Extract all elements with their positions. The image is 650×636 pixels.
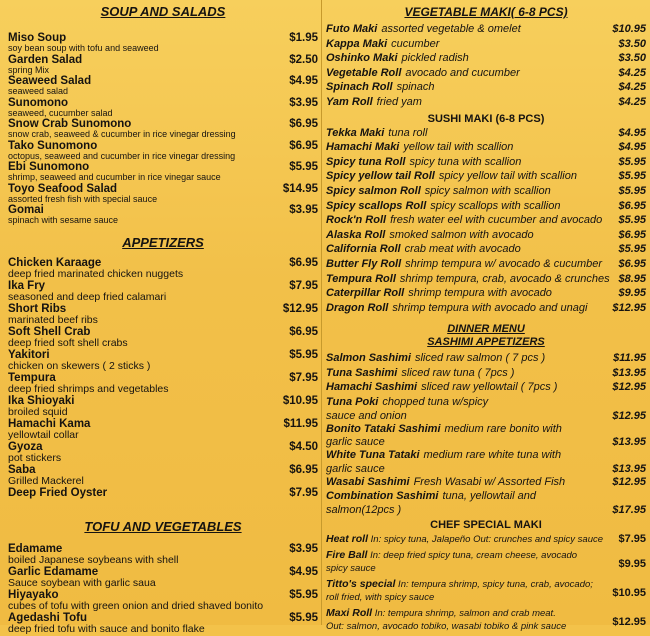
menu-item bbox=[326, 395, 646, 422]
item-name: Sunomono bbox=[8, 96, 69, 109]
item-name: Seaweed Salad bbox=[8, 75, 92, 87]
item-name: Oshinko Maki bbox=[326, 52, 398, 65]
menu-item bbox=[8, 75, 318, 97]
menu-item bbox=[8, 303, 318, 326]
item-price: $13.95 bbox=[612, 436, 646, 449]
item-name: Saba bbox=[8, 463, 36, 476]
menu-item bbox=[8, 32, 318, 54]
item-name: Miso Soup bbox=[8, 32, 67, 44]
tofu-veg-heading: TOFU AND VEGETABLES bbox=[84, 518, 242, 534]
item-name: Tempura Roll bbox=[326, 272, 396, 285]
item-line bbox=[326, 587, 646, 604]
item-price: $4.95 bbox=[618, 141, 646, 154]
item-description: medium rare bonito with bbox=[444, 422, 562, 435]
item-name: Spinach Roll bbox=[326, 81, 393, 94]
menu-item bbox=[326, 66, 646, 81]
item-price: $4.95 bbox=[289, 565, 318, 578]
item-description: In: tempura shrimp, spicy tuna, crab, avocado; bbox=[395, 579, 593, 591]
item-description: spicy yellow tail with scallion bbox=[438, 170, 577, 183]
item-price: $3.95 bbox=[289, 96, 318, 109]
item-line bbox=[326, 533, 646, 546]
item-price: $10.95 bbox=[612, 23, 646, 35]
item-description: assorted vegetable & omelet bbox=[381, 23, 521, 35]
item-name: Yakitori bbox=[8, 348, 50, 361]
item-description: octopus, seaweed and cucumber in rice vinegar dressing bbox=[8, 150, 236, 161]
menu-item bbox=[326, 607, 646, 633]
item-name: Gomai bbox=[8, 204, 44, 216]
item-name: Hamachi Sashimi bbox=[326, 381, 418, 394]
item-name: Fire Ball bbox=[326, 549, 368, 562]
appetizers-list bbox=[8, 257, 318, 499]
item-price: $5.95 bbox=[618, 170, 646, 183]
menu-item bbox=[8, 280, 318, 303]
item-name: Toyo Seafood Salad bbox=[8, 182, 118, 195]
item-price: $6.95 bbox=[618, 257, 646, 270]
menu-item bbox=[8, 566, 318, 589]
item-line bbox=[326, 607, 646, 620]
item-name: Salmon Sashimi bbox=[326, 352, 411, 365]
item-line bbox=[326, 380, 646, 395]
item-description: shrimp, seaweed and cucumber in rice vinegar sauce bbox=[8, 172, 221, 182]
item-line bbox=[326, 351, 646, 366]
item-price: $12.95 bbox=[612, 409, 646, 422]
menu-item bbox=[326, 95, 646, 110]
item-description: sliced raw salmon ( 7 pcs ) bbox=[414, 352, 546, 365]
item-description: deep fried shrimps and vegetables bbox=[8, 382, 169, 395]
item-description: Sauce soybean with garlic saua bbox=[8, 576, 156, 589]
item-description: medium rare white tuna with bbox=[423, 449, 562, 462]
item-price: $3.50 bbox=[618, 37, 646, 50]
item-name: Spicy yellow tail Roll bbox=[326, 170, 435, 183]
menu-item bbox=[8, 118, 318, 140]
item-name: Butter Fly Roll bbox=[326, 257, 402, 270]
menu-item bbox=[8, 349, 318, 372]
item-price: $5.95 bbox=[618, 155, 646, 168]
item-price: $7.95 bbox=[289, 371, 318, 384]
item-name: Kappa Maki bbox=[326, 37, 388, 50]
item-description: cucumber bbox=[391, 37, 440, 50]
item-name: White Tuna Tataki bbox=[326, 449, 420, 462]
item-description-2: salmon(12pcs ) bbox=[326, 504, 402, 517]
item-price: $10.95 bbox=[282, 394, 318, 407]
item-name: Garden Salad bbox=[8, 53, 83, 66]
item-line bbox=[326, 549, 646, 562]
item-line bbox=[326, 448, 646, 463]
item-name: Heat roll bbox=[326, 533, 369, 546]
item-line bbox=[326, 366, 646, 381]
sashimi-appetizers-heading: SASHIMI APPETIZERS bbox=[427, 336, 545, 349]
item-description: shrimp tempura, crab, avocado & crunches bbox=[399, 272, 610, 285]
item-description: snow crab, seaweed & cucumber in rice vinegar dressing bbox=[8, 129, 236, 139]
item-price: $3.95 bbox=[289, 204, 318, 216]
menu-item bbox=[326, 242, 646, 257]
tofu-veg-list bbox=[8, 543, 318, 635]
item-price: $12.95 bbox=[282, 302, 318, 315]
menu-item bbox=[326, 366, 646, 381]
item-description: pot stickers bbox=[8, 451, 62, 464]
item-name: Short Ribs bbox=[8, 302, 67, 315]
item-name: Caterpillar Roll bbox=[326, 287, 405, 300]
item-description: In: tempura shrimp, salmon and crab meat. bbox=[372, 608, 556, 620]
item-price: $4.25 bbox=[618, 95, 646, 108]
item-name: Alaska Roll bbox=[326, 228, 386, 241]
item-description: broiled squid bbox=[8, 405, 68, 418]
item-line bbox=[326, 616, 646, 633]
item-name: Ika Shioyaki bbox=[8, 394, 75, 407]
menu-item bbox=[326, 155, 646, 170]
item-price: $10.95 bbox=[612, 587, 646, 600]
item-description: chicken on skewers ( 2 sticks ) bbox=[8, 359, 151, 372]
menu-item bbox=[326, 533, 646, 546]
item-name: Tekka Maki bbox=[326, 126, 385, 139]
sashimi-list bbox=[326, 351, 646, 516]
item-name: Rock'n Roll bbox=[326, 214, 387, 227]
item-price: $3.50 bbox=[618, 52, 646, 65]
item-price: $13.95 bbox=[612, 462, 646, 475]
item-description: assorted fresh fish with special sauce bbox=[8, 193, 158, 204]
item-description: deep fried soft shell crabs bbox=[8, 336, 128, 349]
menu-item bbox=[8, 326, 318, 349]
item-price: $8.95 bbox=[618, 272, 646, 285]
item-description: shrimp tempura with avocado bbox=[408, 287, 552, 300]
menu-item bbox=[326, 578, 646, 604]
item-description: shrimp tempura w/ avocado & cucumber bbox=[405, 257, 603, 270]
menu-item bbox=[8, 140, 318, 162]
item-description-2: sauce and onion bbox=[326, 409, 407, 422]
item-price: $1.95 bbox=[289, 32, 318, 44]
item-name: Hamachi Maki bbox=[326, 141, 400, 154]
item-name: Hiyayako bbox=[8, 588, 59, 601]
item-price: $9.95 bbox=[618, 287, 646, 300]
item-description: yellowtail collar bbox=[8, 428, 79, 441]
right-column bbox=[326, 0, 646, 636]
menu-item bbox=[8, 54, 318, 76]
item-name: California Roll bbox=[326, 243, 401, 256]
soup-salads-heading: SOUP AND SALADS bbox=[100, 4, 226, 19]
item-description: shrimp tempura with avocado and unagi bbox=[392, 301, 588, 314]
item-name: Gyoza bbox=[8, 440, 43, 453]
item-description: cubes of tofu with green onion and dried shaved bonito bbox=[8, 599, 264, 612]
menu-item bbox=[326, 169, 646, 184]
item-price: $14.95 bbox=[282, 182, 318, 195]
item-name: Yam Roll bbox=[326, 95, 373, 108]
item-price: $12.95 bbox=[612, 616, 646, 629]
menu-item bbox=[326, 422, 646, 449]
item-description: fried yam bbox=[376, 95, 422, 108]
item-description: Grilled Mackerel bbox=[8, 474, 84, 487]
item-name: Bonito Tataki Sashimi bbox=[326, 422, 441, 435]
item-description: pickled radish bbox=[401, 52, 469, 65]
item-name: Soft Shell Crab bbox=[8, 325, 91, 338]
menu-item bbox=[326, 351, 646, 366]
item-name: Futo Maki bbox=[326, 23, 378, 35]
veg-maki-list bbox=[326, 22, 646, 110]
menu-item bbox=[8, 204, 318, 226]
item-price: $6.95 bbox=[289, 118, 318, 130]
item-price: $13.95 bbox=[612, 366, 646, 379]
item-description: fresh water eel with cucumber and avocado bbox=[390, 214, 603, 227]
item-name: Snow Crab Sunomono bbox=[8, 118, 132, 130]
item-price: $17.95 bbox=[612, 504, 646, 517]
item-description: In: deep fried spicy tuna, cream cheese, avocado bbox=[367, 550, 578, 562]
item-name: Tuna Poki bbox=[326, 396, 379, 409]
item-description: soy bean soup with tofu and seaweed bbox=[8, 43, 159, 53]
item-name: Combination Sashimi bbox=[326, 490, 439, 503]
item-line bbox=[326, 504, 646, 516]
item-name: Spicy tuna Roll bbox=[326, 155, 406, 168]
item-name: Edamame bbox=[8, 542, 63, 555]
item-description-2: Out: salmon, avocado tobiko, wasabi tobiko & pink sauce bbox=[326, 621, 567, 633]
item-price: $2.50 bbox=[289, 53, 318, 66]
item-description: seaweed, cucumber salad bbox=[8, 107, 113, 118]
soup-salads-list bbox=[8, 32, 318, 226]
item-price: $3.95 bbox=[289, 542, 318, 555]
item-description: sliced raw tuna ( 7pcs ) bbox=[401, 366, 515, 379]
chef-special-heading: CHEF SPECIAL MAKI bbox=[430, 519, 542, 532]
item-price: $7.95 bbox=[289, 279, 318, 292]
menu-item bbox=[326, 549, 646, 575]
item-description: deep fried marinated chicken nuggets bbox=[8, 267, 184, 280]
menu-item bbox=[326, 140, 646, 155]
item-name: Chicken Karaage bbox=[8, 256, 102, 269]
item-name: Tako Sunomono bbox=[8, 139, 98, 152]
menu-item bbox=[8, 612, 318, 635]
menu-item bbox=[8, 464, 318, 487]
item-name: Spicy salmon Roll bbox=[326, 184, 421, 197]
item-price: $5.95 bbox=[289, 588, 318, 601]
menu-item bbox=[8, 487, 318, 499]
item-price: $6.95 bbox=[289, 256, 318, 269]
item-price: $5.95 bbox=[618, 214, 646, 227]
item-description: yellow tail with scallion bbox=[403, 141, 514, 154]
menu-item bbox=[326, 22, 646, 37]
item-price: $5.95 bbox=[289, 611, 318, 624]
item-name: Hamachi Kama bbox=[8, 417, 91, 430]
item-description: crab meat with avocado bbox=[404, 243, 521, 256]
menu-item bbox=[8, 395, 318, 418]
left-column bbox=[8, 0, 318, 635]
item-price: $11.95 bbox=[283, 417, 318, 430]
item-description: seaweed salad bbox=[8, 86, 69, 96]
menu-item bbox=[8, 589, 318, 612]
item-price: $12.95 bbox=[612, 301, 646, 314]
item-description: spicy scallops with scallion bbox=[430, 199, 561, 212]
item-description: smoked salmon with avocado bbox=[389, 228, 534, 241]
menu-item bbox=[326, 228, 646, 243]
item-price: $7.95 bbox=[289, 486, 318, 499]
item-name: Ebi Sunomono bbox=[8, 161, 90, 173]
appetizers-heading: APPETIZERS bbox=[122, 234, 204, 250]
item-name: Vegetable Roll bbox=[326, 66, 402, 79]
item-description: sliced raw yellowtail ( 7pcs ) bbox=[421, 381, 558, 394]
item-description: spicy tuna with scallion bbox=[409, 155, 522, 168]
menu-item bbox=[326, 272, 646, 287]
item-name: Spicy scallops Roll bbox=[326, 199, 427, 212]
item-price: $5.95 bbox=[618, 184, 646, 197]
menu-item bbox=[8, 543, 318, 566]
column-divider bbox=[321, 0, 322, 625]
menu-item bbox=[326, 301, 646, 316]
menu-item bbox=[8, 183, 318, 205]
item-price: $6.95 bbox=[289, 463, 318, 476]
menu-item bbox=[326, 380, 646, 395]
menu-item bbox=[8, 161, 318, 183]
item-price: $5.95 bbox=[289, 348, 318, 361]
item-line bbox=[326, 422, 646, 437]
menu-item bbox=[326, 126, 646, 141]
item-price: $4.50 bbox=[289, 440, 318, 453]
item-price: $12.95 bbox=[612, 475, 646, 488]
item-description: seasoned and deep fried calamari bbox=[8, 290, 167, 303]
item-description: tuna, yellowtail and bbox=[442, 490, 537, 503]
item-name: Wasabi Sashimi bbox=[326, 475, 410, 488]
item-name: Tuna Sashimi bbox=[326, 366, 398, 379]
item-price: $4.25 bbox=[618, 66, 646, 79]
menu-item bbox=[8, 372, 318, 395]
item-name: Ika Fry bbox=[8, 279, 46, 292]
item-description: spinach bbox=[396, 81, 435, 94]
item-price: $7.95 bbox=[618, 533, 646, 546]
sushi-maki-heading: SUSHI MAKI (6-8 PCS) bbox=[427, 112, 545, 125]
item-name: Tempura bbox=[8, 371, 56, 384]
menu-item bbox=[326, 80, 646, 95]
menu-item bbox=[326, 37, 646, 52]
item-name: Titto's special bbox=[326, 578, 396, 591]
menu-item bbox=[326, 489, 646, 516]
item-price: $6.95 bbox=[289, 139, 318, 152]
item-description: tuna roll bbox=[388, 126, 428, 139]
item-description: chopped tuna w/spicy bbox=[382, 396, 489, 409]
item-description: deep fried tofu with sauce and bonito flake bbox=[8, 622, 205, 635]
dinner-menu-heading: DINNER MENU bbox=[447, 323, 525, 336]
item-description-2: garlic sauce bbox=[326, 462, 385, 475]
menu-item bbox=[326, 199, 646, 214]
menu-item bbox=[8, 257, 318, 280]
menu-item bbox=[8, 418, 318, 441]
menu-item bbox=[326, 257, 646, 272]
item-price: $4.25 bbox=[618, 81, 646, 94]
menu-item bbox=[326, 475, 646, 490]
menu-item bbox=[326, 184, 646, 199]
item-price: $6.95 bbox=[618, 199, 646, 212]
item-description: spring Mix bbox=[8, 64, 50, 75]
item-name: Garlic Edamame bbox=[8, 565, 99, 578]
item-name: Agedashi Tofu bbox=[8, 611, 88, 624]
item-name: Deep Fried Oyster bbox=[8, 486, 108, 499]
menu-item bbox=[326, 448, 646, 475]
item-line bbox=[326, 395, 646, 410]
menu-item bbox=[326, 213, 646, 228]
item-name: Dragon Roll bbox=[326, 301, 389, 314]
sushi-maki-list bbox=[326, 126, 646, 316]
item-line bbox=[326, 489, 646, 504]
item-description: In: spicy tuna, Jalapeño Out: crunches and spicy sauce bbox=[368, 534, 604, 546]
item-description: avocado and cucumber bbox=[405, 66, 520, 79]
item-line bbox=[326, 578, 646, 591]
item-description: marinated beef ribs bbox=[8, 313, 98, 326]
item-line bbox=[326, 475, 646, 490]
item-price: $6.95 bbox=[618, 228, 646, 241]
menu-item bbox=[326, 286, 646, 301]
item-price: $4.95 bbox=[289, 75, 318, 87]
item-name: Maxi Roll bbox=[326, 607, 373, 620]
item-price: $12.95 bbox=[612, 381, 646, 394]
item-price: $5.95 bbox=[618, 243, 646, 256]
item-description: boiled Japanese soybeans with shell bbox=[8, 553, 179, 566]
item-description: Fresh Wasabi w/ Assorted Fish bbox=[413, 475, 566, 488]
item-description: spicy salmon with scallion bbox=[424, 184, 551, 197]
menu-item bbox=[8, 97, 318, 119]
item-line bbox=[326, 410, 646, 422]
item-price: $9.95 bbox=[618, 558, 646, 571]
item-price: $6.95 bbox=[289, 325, 318, 338]
item-line bbox=[326, 558, 646, 575]
menu-item bbox=[326, 51, 646, 66]
item-price: $4.95 bbox=[618, 126, 646, 139]
item-description-2: spicy sauce bbox=[326, 563, 376, 575]
veg-maki-heading: VEGETABLE MAKI( 6-8 PCS) bbox=[404, 5, 568, 19]
item-description: spinach with sesame sauce bbox=[8, 215, 119, 225]
item-description-2: garlic sauce bbox=[326, 436, 385, 449]
menu-item bbox=[8, 441, 318, 464]
item-price: $11.95 bbox=[613, 352, 646, 365]
item-line bbox=[326, 436, 646, 448]
item-description-2: roll fried, with spicy sauce bbox=[326, 592, 435, 604]
item-price: $5.95 bbox=[289, 161, 318, 173]
item-line bbox=[326, 463, 646, 475]
chef-special-list bbox=[326, 533, 646, 633]
